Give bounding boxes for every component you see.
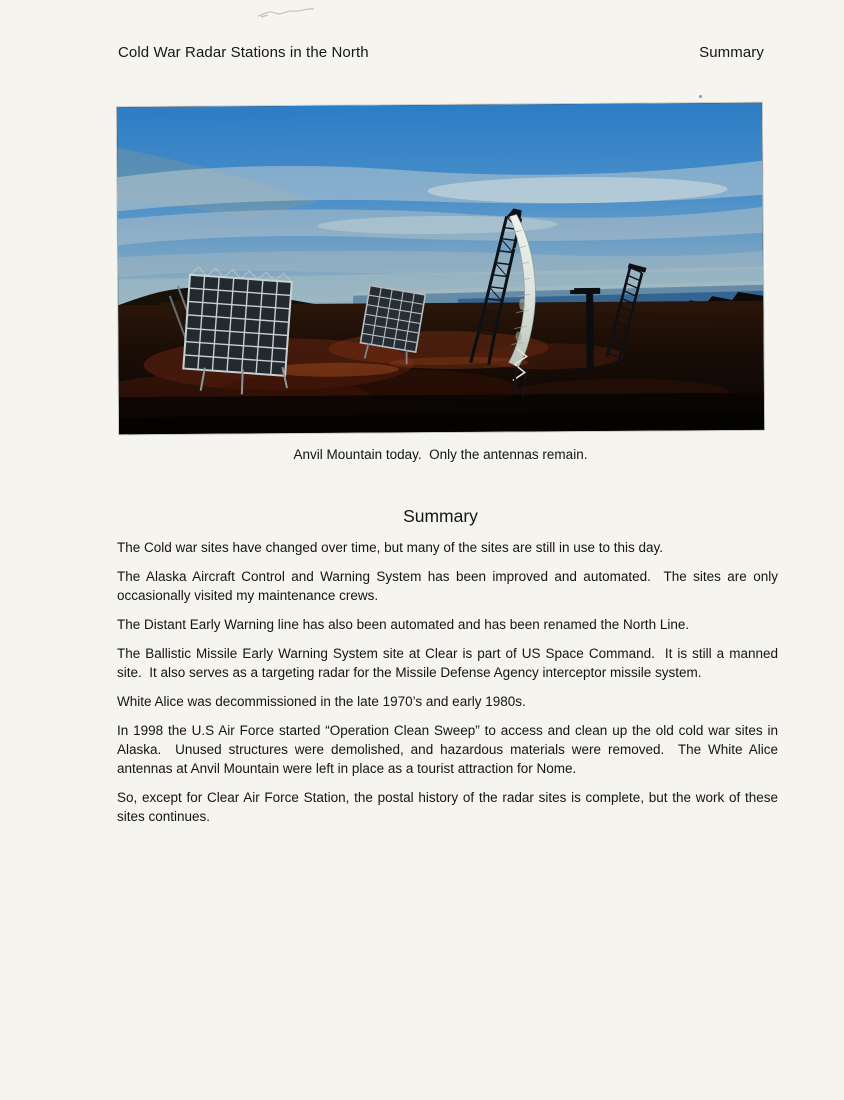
paragraph: So, except for Clear Air Force Station, the postal history of the radar sites is complete, but the work of these sites continues. xyxy=(117,790,778,824)
paragraph: The Cold war sites have changed over time, but many of the sites are still in use to this day. xyxy=(117,540,664,555)
paragraph: The Alaska Aircraft Control and Warning System has been improved and automated. The sites are only occasionally visited my maintenance crews. xyxy=(117,569,778,603)
header-corner-label: Summary xyxy=(699,44,764,61)
paragraph: White Alice was decommissioned in the late 1970’s and early 1980s. xyxy=(117,694,526,709)
summary-paragraphs xyxy=(117,538,778,836)
paragraph: The Distant Early Warning line has also been automated and has been renamed the North Line. xyxy=(117,617,690,632)
page-header xyxy=(118,44,764,61)
photo-anvil-mountain xyxy=(117,103,764,434)
anvil-mountain-scene xyxy=(117,103,764,434)
paragraph: In 1998 the U.S Air Force started “Operation Clean Sweep” to access and clean up the old cold war sites in Alaska. Unused structures were demolished, and hazardous materials were removed. The White Alice antennas at Anvil Mountain were left in place as a tourist attraction for Nome. xyxy=(117,723,778,776)
header-title: Cold War Radar Stations in the North xyxy=(118,44,369,61)
paragraph: The Ballistic Missile Early Warning System site at Clear is part of US Space Command. It is still a manned site. It also serves as a targeting radar for the Missile Defense Agency interceptor missile system. xyxy=(117,646,778,680)
section-heading: Summary xyxy=(403,506,478,526)
scan-speck xyxy=(699,95,702,98)
photo-caption: Anvil Mountain today. Only the antennas remain. xyxy=(293,447,588,462)
pencil-mark xyxy=(256,3,318,21)
